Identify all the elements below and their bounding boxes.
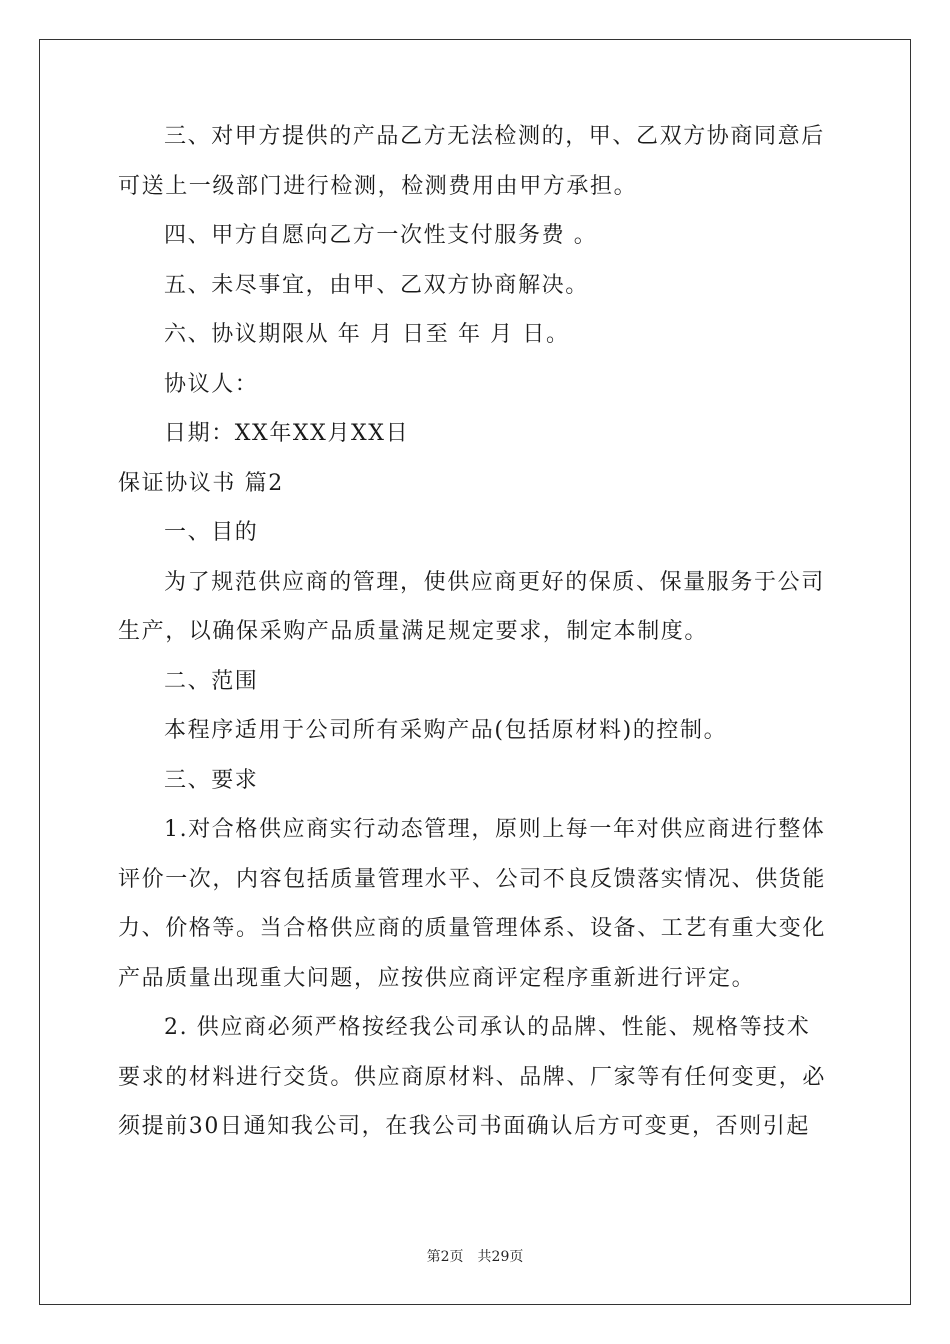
text-line: 要求的材料进行交货。供应商原材料、品牌、厂家等有任何变更，必 (118, 1064, 827, 1090)
date-line: 日期：XX年XX月XX日 (164, 421, 410, 446)
text-line: 协议人： (164, 371, 259, 397)
text-line: 须提前30日通知我公司，在我公司书面确认后方可变更，否则引起 (118, 1114, 810, 1139)
text-line: 四、甲方自愿向乙方一次性支付服务费 。 (164, 223, 598, 248)
text-line: 六、协议期限从 年 月 日至 年 月 日。 (164, 322, 570, 347)
text-line: 五、未尽事宜，由甲、乙双方协商解决。 (164, 272, 589, 298)
text-line: 产品质量出现重大问题，应按供应商评定程序重新进行评定。 (118, 965, 756, 991)
text-line: 力、价格等。当合格供应商的质量管理体系、设备、工艺有重大变化 (118, 916, 827, 941)
page-number: 第2页 (426, 1249, 464, 1265)
text-line: 一、目的 (164, 520, 259, 545)
text-line: 二、范围 (164, 668, 259, 694)
text-line: 评价一次，内容包括质量管理水平、公司不良反馈落实情况、供货能 (118, 866, 827, 892)
text-line: 为了规范供应商的管理，使供应商更好的保质、保量服务于公司 (164, 569, 825, 595)
text-line: 本程序适用于公司所有采购产品(包括原材料)的控制。 (164, 718, 728, 743)
text-line: 三、要求 (164, 767, 259, 793)
page-total: 共29页 (477, 1249, 524, 1265)
text-line: 可送上一级部门进行检测，检测费用由甲方承担。 (118, 173, 638, 199)
text-line: 1.对合格供应商实行动态管理，原则上每一年对供应商进行整体 (164, 817, 826, 842)
section-heading: 保证协议书 篇2 (118, 470, 284, 496)
text-line: 生产，以确保采购产品质量满足规定要求，制定本制度。 (118, 619, 709, 644)
text-line: 2. 供应商必须严格按经我公司承认的品牌、性能、规格等技术 (164, 1015, 811, 1040)
page-footer (0, 1248, 950, 1266)
text-line: 三、对甲方提供的产品乙方无法检测的，甲、乙双方协商同意后 (164, 124, 825, 149)
